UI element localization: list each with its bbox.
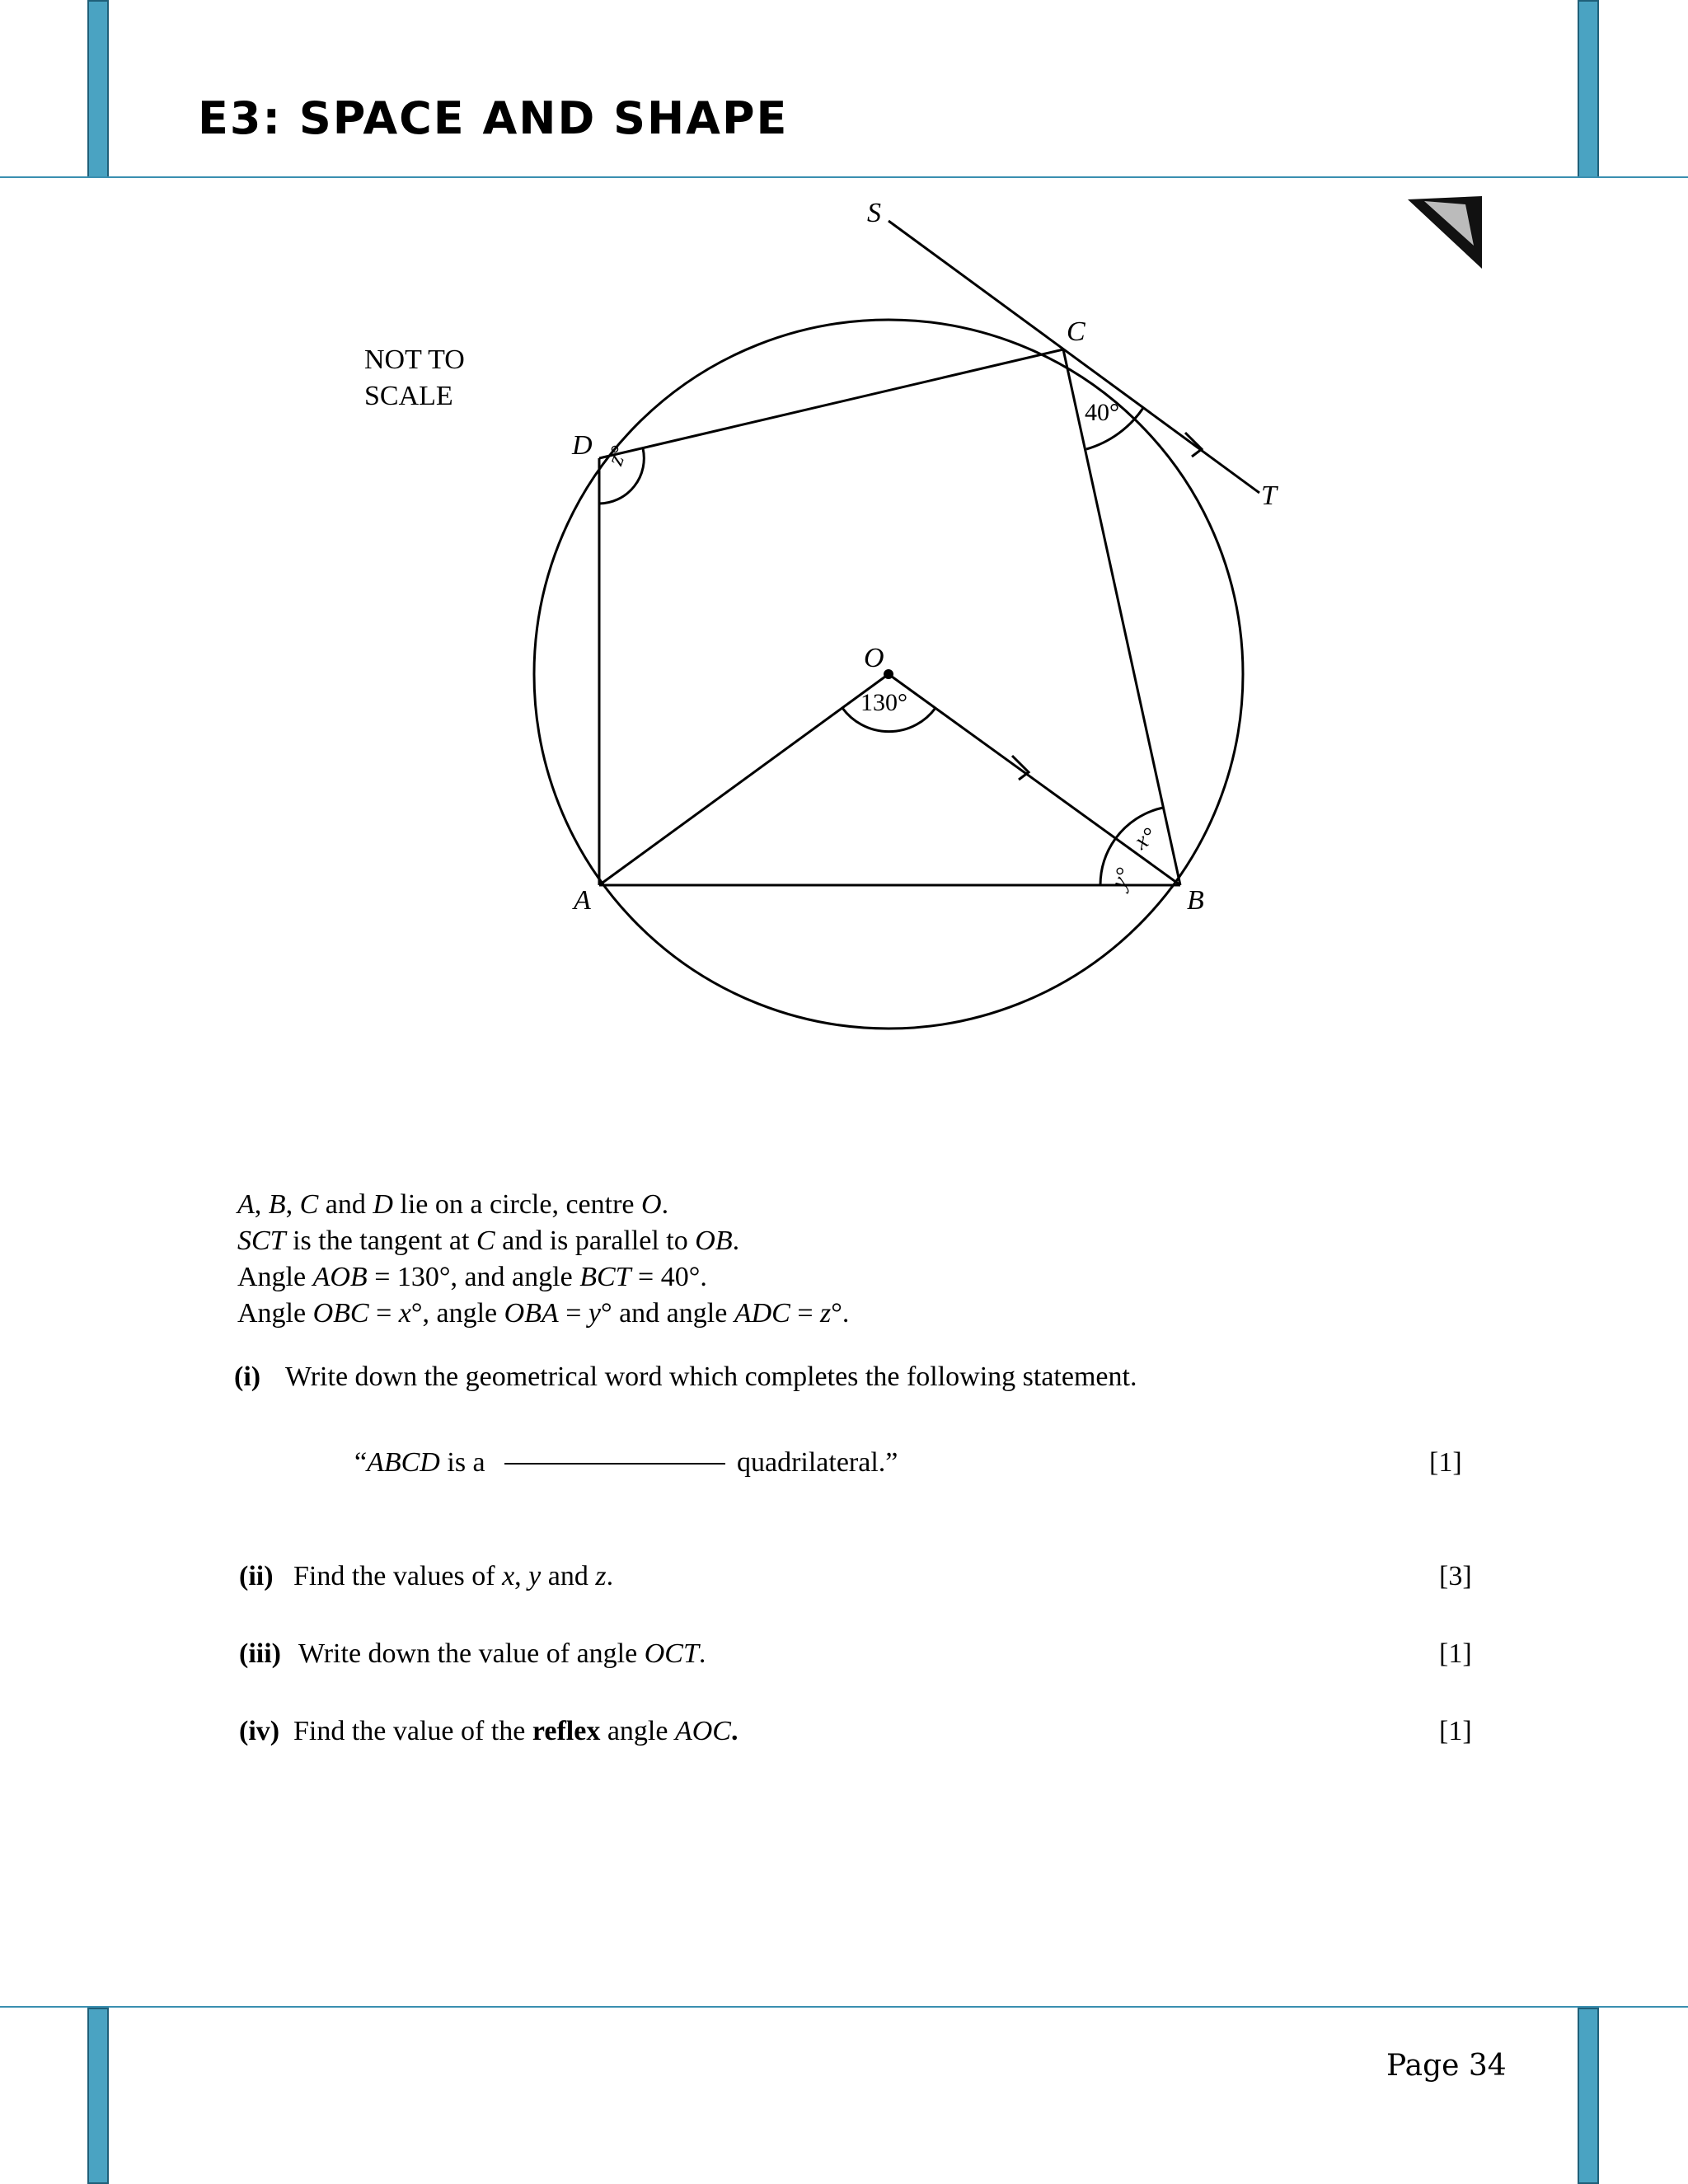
not-to-scale-line1: NOT TO [364, 344, 465, 375]
tangent-line-sct [889, 221, 1259, 493]
angle-label-y: y° [1106, 864, 1138, 893]
footer-rule [0, 2006, 1688, 2008]
radius-oa [599, 674, 889, 885]
label-s: S [867, 198, 881, 228]
page-title: E3: SPACE AND SHAPE [198, 92, 789, 144]
marks-iii: [1] [1439, 1638, 1472, 1669]
label-b: B [1187, 885, 1204, 916]
marks-iv: [1] [1439, 1716, 1472, 1746]
label-c: C [1067, 316, 1085, 347]
question-iii: (iii) Write down the value of angle OCT. [239, 1638, 706, 1669]
not-to-scale-line2: SCALE [364, 381, 453, 411]
angle-label-40: 40° [1085, 399, 1119, 426]
stem-line-2: SCT is the tangent at C and is parallel to OB. [237, 1226, 740, 1256]
question-iv: (iv) Find the value of the reflex angle AOC. [239, 1716, 738, 1746]
label-t: T [1261, 480, 1277, 511]
bottom-left-bar [87, 2008, 109, 2184]
label-o: O [864, 643, 884, 673]
angle-label-x: x° [1130, 823, 1161, 855]
statement-end: quadrilateral.” [737, 1447, 898, 1478]
marks-i: [1] [1429, 1447, 1462, 1478]
stem-line-4: Angle OBC = x°, angle OBA = y° and angle ADC = z°. [237, 1298, 850, 1329]
question-ii: (ii) Find the values of x, y and z. [239, 1561, 614, 1591]
label-d: D [572, 430, 593, 461]
radius-ob [889, 674, 1180, 885]
parallel-arrow-ob [1012, 756, 1029, 780]
answer-blank-line [504, 1463, 725, 1465]
stem-line-1: A, B, C and D lie on a circle, centre O. [237, 1189, 669, 1220]
question-i: (i) Write down the geometrical word which completes the following statement. [234, 1361, 1137, 1392]
marks-ii: [3] [1439, 1561, 1472, 1591]
statement-start: “ABCD is a [354, 1447, 485, 1478]
centre-point [884, 669, 893, 679]
label-a: A [574, 885, 591, 916]
stem-line-3: Angle AOB = 130°, and angle BCT = 40°. [237, 1262, 707, 1292]
question-stem [237, 1187, 849, 1332]
chord-dc [599, 349, 1063, 458]
page-number: Page 34 [1386, 2049, 1507, 2083]
angle-label-130: 130° [860, 689, 907, 716]
bottom-right-bar [1578, 2008, 1599, 2184]
angle-label-z: z° [603, 443, 633, 469]
